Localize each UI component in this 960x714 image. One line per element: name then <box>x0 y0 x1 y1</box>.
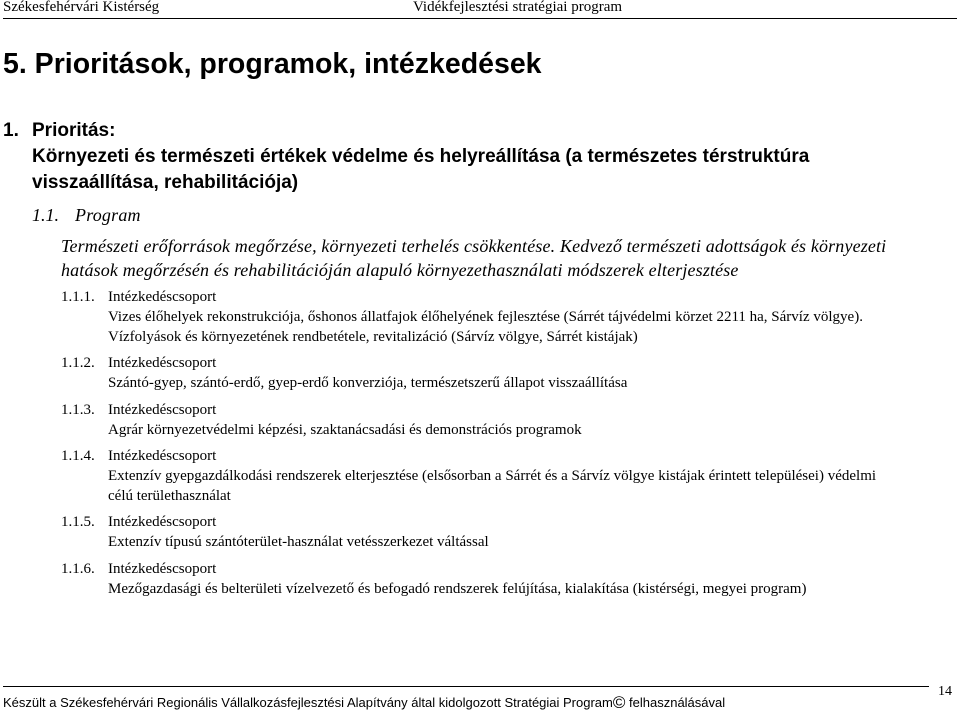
measure-description: Szántó-gyep, szántó-erdő, gyep-erdő konverziója, természetszerű állapot visszaállítása <box>108 375 628 391</box>
header-right: Vidékfejlesztési stratégiai program <box>413 0 623 15</box>
priority-title-line-2: visszaállítása, rehabilitációja) <box>32 172 299 193</box>
header-left: Székesfehérvári Kistérség <box>3 0 160 15</box>
measure-number: 1.1.4. <box>61 448 95 464</box>
measure-title: Intézkedéscsoport <box>108 448 217 464</box>
program-label: Program <box>75 205 141 225</box>
priority-title-line-1: Környezeti és természeti értékek védelme és helyreállítása (a természetes térstruktúra <box>32 146 810 167</box>
measure-description: célú területhasználat <box>108 488 231 504</box>
header-divider <box>3 18 957 19</box>
measure-number: 1.1.5. <box>61 514 95 530</box>
measure-description: Mezőgazdasági és belterületi vízelvezető és befogadó rendszerek felújítása, kialakítása (kistérségi, megyei program) <box>108 581 807 597</box>
priority-label: Prioritás: <box>32 120 116 141</box>
measure-title: Intézkedéscsoport <box>108 355 217 371</box>
page-number: 14 <box>938 684 952 699</box>
program-description-line-1: Természeti erőforrások megőrzése, környezeti terhelés csökkentése. Kedvező természeti adottságok és környezeti <box>61 236 887 256</box>
priority-number: 1. <box>3 120 19 141</box>
measure-title: Intézkedéscsoport <box>108 561 217 577</box>
measure-number: 1.1.2. <box>61 355 95 371</box>
section-title: 5. Prioritások, programok, intézkedések <box>3 48 542 80</box>
measure-description: Agrár környezetvédelmi képzési, szaktanácsadási és demonstrációs programok <box>108 422 582 438</box>
footer-text <box>3 692 725 712</box>
footer-divider <box>3 686 929 687</box>
measure-number: 1.1.6. <box>61 561 95 577</box>
measure-number: 1.1.1. <box>61 289 95 305</box>
measure-description: Vízfolyások és környezetének rendbetétele, revitalizáció (Sárvíz völgye, Sárrét kistájak) <box>108 329 638 345</box>
copyright-symbol: © <box>612 693 626 712</box>
measure-description: Extenzív típusú szántóterület-használat vetésszerkezet váltással <box>108 534 489 550</box>
program-number: 1.1. <box>32 205 59 225</box>
measure-title: Intézkedéscsoport <box>108 402 217 418</box>
measure-number: 1.1.3. <box>61 402 95 418</box>
measure-description: Extenzív gyepgazdálkodási rendszerek elterjesztése (elsősorban a Sárrét és a Sárvíz völgye kistájak érintett települései) védelmi <box>108 468 877 484</box>
measure-title: Intézkedéscsoport <box>108 514 217 530</box>
program-description-line-2: hatások megőrzésén és rehabilitációján alapuló környezethasználati módszerek elterjesztése <box>61 260 739 280</box>
measure-title: Intézkedéscsoport <box>108 289 217 305</box>
measure-description: Vizes élőhelyek rekonstrukciója, őshonos állatfajok élőhelyének fejlesztése (Sárrét tájvédelmi körzet 2211 ha, Sárvíz völgye). <box>108 309 863 325</box>
footer-text-end: felhasználásával <box>625 695 726 710</box>
footer-text-main: Készült a Székesfehérvári Regionális Vállalkozásfejlesztési Alapítvány által kidolgozott Stratégiai Program <box>3 695 613 710</box>
